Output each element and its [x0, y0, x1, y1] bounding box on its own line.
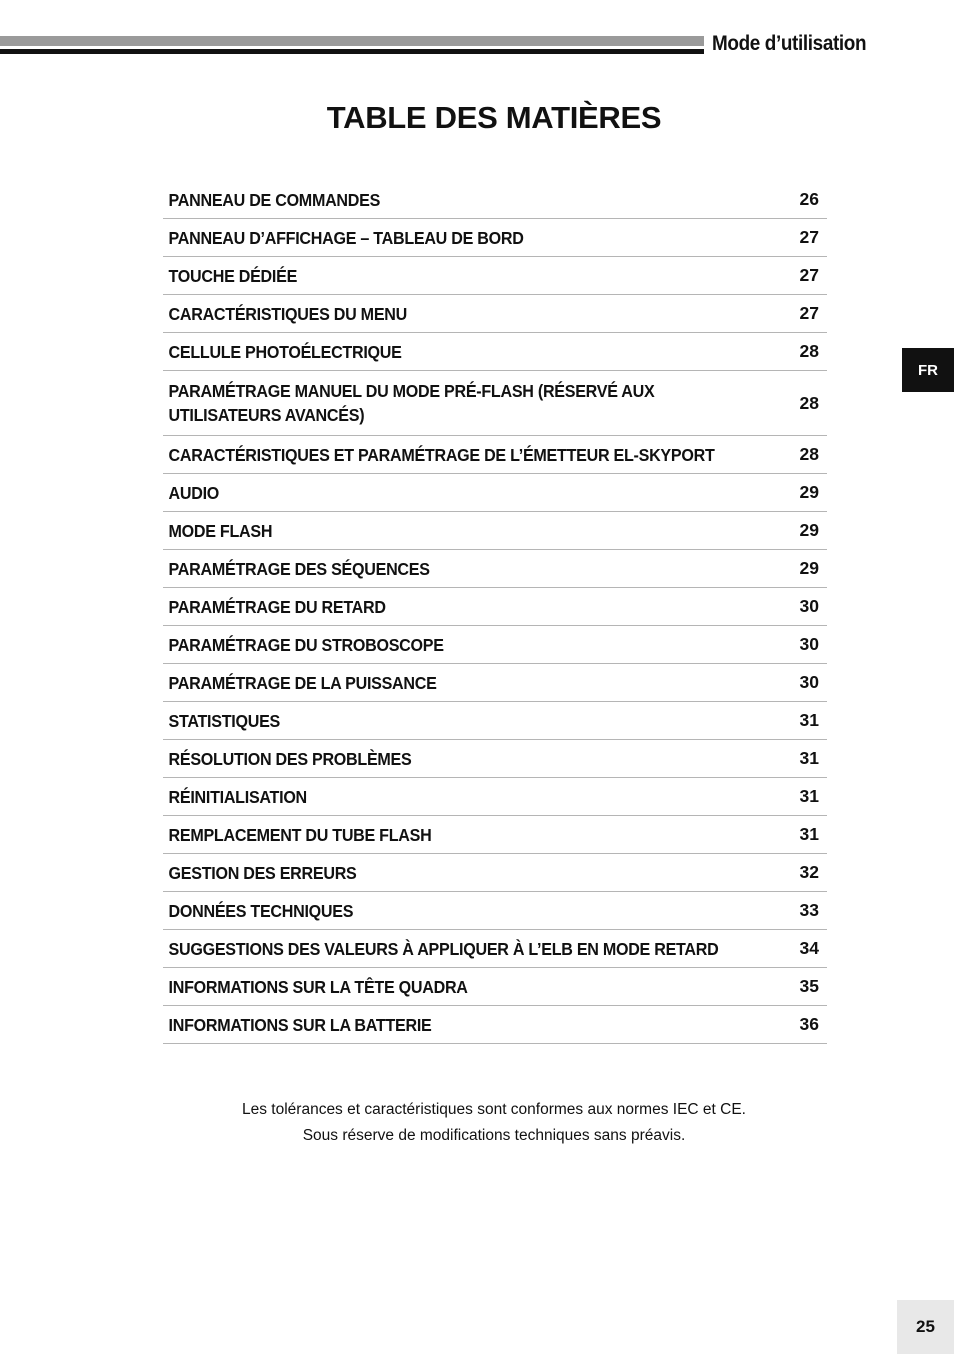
toc-entry-label: REMPLACEMENT DU TUBE FLASH — [168, 824, 432, 845]
toc-entry-page: 28 — [799, 341, 819, 361]
toc-entry-page: 35 — [799, 976, 819, 996]
header-rule-grey — [0, 36, 704, 46]
toc-row[interactable] — [163, 257, 827, 295]
toc-entry-page: 30 — [799, 672, 819, 692]
toc-entry-label: AUDIO — [168, 482, 220, 503]
toc-entry-label: STATISTIQUES — [168, 710, 281, 731]
toc-row[interactable] — [163, 512, 827, 550]
toc-entry-label: GESTION DES ERREURS — [168, 862, 357, 883]
toc-entry-label: SUGGESTIONS DES VALEURS À APPLIQUER À L’ELB EN MODE RETARD — [168, 938, 719, 959]
toc-row[interactable] — [163, 854, 827, 892]
toc-entry-page: 36 — [799, 1014, 819, 1034]
toc-entry-label: PARAMÉTRAGE DU STROBOSCOPE — [168, 634, 444, 655]
toc-entry-label: CELLULE PHOTOÉLECTRIQUE — [168, 341, 402, 362]
header-rule — [0, 36, 704, 56]
toc-row[interactable] — [163, 219, 827, 257]
toc-entry-label: PANNEAU DE COMMANDES — [168, 189, 381, 210]
toc-row[interactable] — [163, 295, 827, 333]
toc-row[interactable] — [163, 816, 827, 854]
toc-entry-label: CARACTÉRISTIQUES DU MENU — [168, 303, 407, 324]
toc-entry-label: RÉSOLUTION DES PROBLÈMES — [168, 748, 412, 769]
toc-entry-page: 32 — [799, 862, 819, 882]
toc-entry-page: 33 — [799, 900, 819, 920]
toc-row[interactable] — [163, 626, 827, 664]
toc-entry-label: INFORMATIONS SUR LA BATTERIE — [168, 1014, 432, 1035]
footnote-line-1: Les tolérances et caractéristiques sont conformes aux normes IEC et CE. — [242, 1101, 746, 1118]
toc-entry-label: PARAMÉTRAGE DU RETARD — [168, 596, 386, 617]
toc-entry-label: PANNEAU D’AFFICHAGE – TABLEAU DE BORD — [168, 227, 524, 248]
toc-entry-page: 31 — [799, 786, 819, 806]
toc-entry-label: PARAMÉTRAGE DE LA PUISSANCE — [168, 672, 437, 693]
toc-entry-page: 27 — [799, 265, 819, 285]
toc-entry-label: PARAMÉTRAGE DES SÉQUENCES — [168, 558, 430, 579]
toc-entry-label: INFORMATIONS SUR LA TÊTE QUADRA — [168, 976, 468, 997]
table-of-contents — [163, 181, 827, 1044]
toc-entry-page: 28 — [799, 392, 819, 413]
toc-row[interactable] — [163, 181, 827, 219]
toc-row[interactable] — [163, 474, 827, 512]
toc-entry-label: TOUCHE DÉDIÉE — [168, 265, 298, 286]
toc-row[interactable] — [163, 588, 827, 626]
header-rule-black — [0, 49, 704, 54]
section-title: Mode d’utilisation — [712, 32, 867, 55]
toc-entry-page: 31 — [799, 710, 819, 730]
toc-row[interactable] — [163, 550, 827, 588]
footnote-line-2: Sous réserve de modifications techniques sans préavis. — [302, 1127, 686, 1144]
toc-entry-page: 30 — [799, 596, 819, 616]
page-title: TABLE DES MATIÈRES — [326, 100, 662, 135]
toc-entry-page: 31 — [799, 824, 819, 844]
toc-entry-label: CARACTÉRISTIQUES ET PARAMÉTRAGE DE L’ÉMETTEUR EL-SKYPORT — [168, 444, 715, 465]
toc-row[interactable] — [163, 778, 827, 816]
footnote — [0, 1097, 954, 1149]
page-number: 25 — [897, 1300, 954, 1354]
toc-row[interactable] — [163, 664, 827, 702]
toc-row[interactable] — [163, 371, 827, 436]
toc-row[interactable] — [163, 930, 827, 968]
toc-row[interactable] — [163, 968, 827, 1006]
toc-entry-label: RÉINITIALISATION — [168, 786, 307, 807]
toc-row[interactable] — [163, 1006, 827, 1044]
toc-entry-page: 29 — [799, 520, 819, 540]
toc-row[interactable] — [163, 740, 827, 778]
toc-entry-page: 31 — [799, 748, 819, 768]
toc-entry-page: 27 — [799, 227, 819, 247]
toc-entry-label: DONNÉES TECHNIQUES — [168, 900, 354, 921]
toc-entry-page: 29 — [799, 558, 819, 578]
toc-entry-page: 29 — [799, 482, 819, 502]
toc-row[interactable] — [163, 436, 827, 474]
toc-entry-page: 28 — [799, 444, 819, 464]
toc-entry-page: 27 — [799, 303, 819, 323]
language-tab: FR — [902, 348, 954, 392]
toc-entry-page: 34 — [799, 938, 819, 958]
toc-entry-page: 30 — [799, 634, 819, 654]
toc-entry-label: MODE FLASH — [168, 520, 273, 541]
toc-row[interactable] — [163, 333, 827, 371]
toc-row[interactable] — [163, 892, 827, 930]
toc-entry-label: PARAMÉTRAGE MANUEL DU MODE PRÉ-FLASH (RÉSERVÉ AUX UTILISATEURS AVANCÉS) — [168, 381, 655, 425]
toc-row[interactable] — [163, 702, 827, 740]
toc-entry-page: 26 — [799, 189, 819, 209]
